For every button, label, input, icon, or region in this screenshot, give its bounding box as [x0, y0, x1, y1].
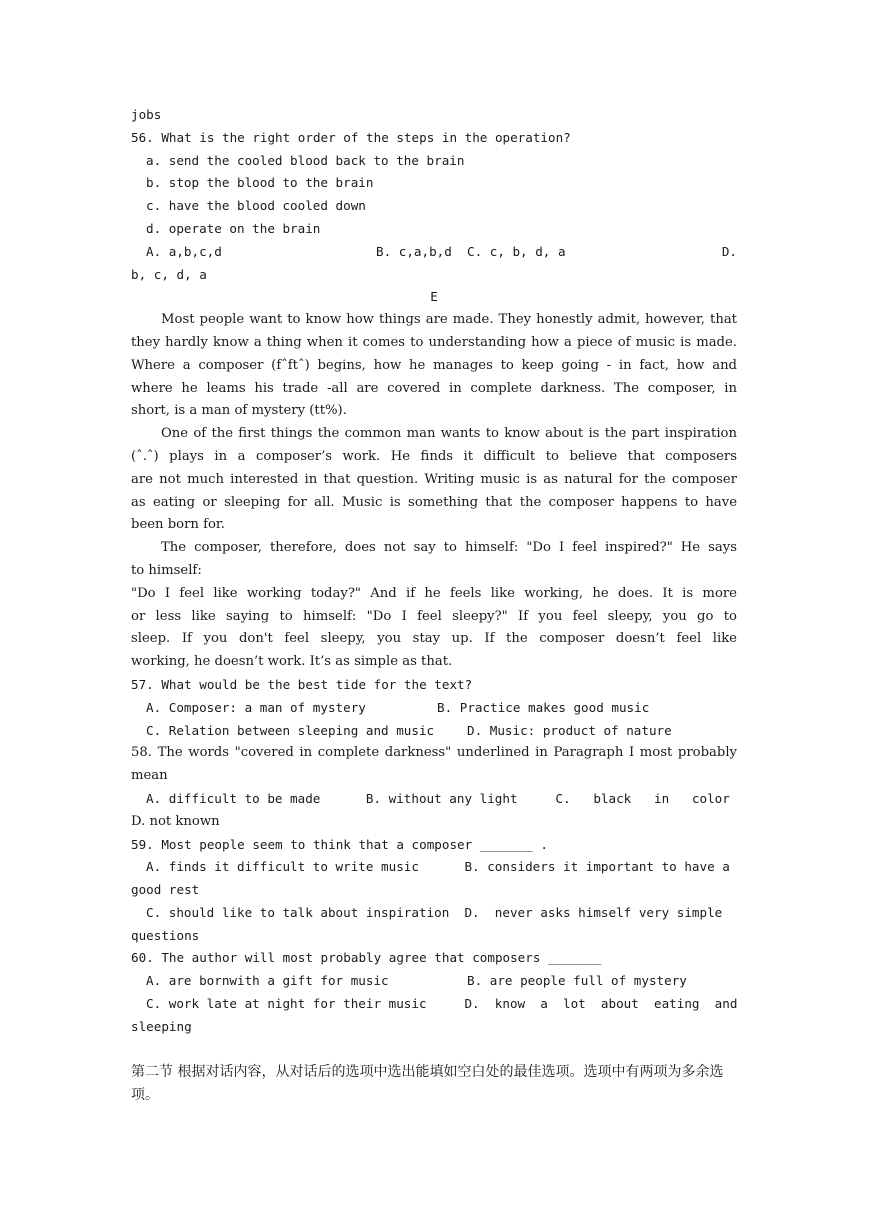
question-58: 58. The words "covered in complete darkness" underlined in Paragraph I most probably [131, 745, 737, 761]
spacer [131, 1039, 737, 1061]
option-b: B. are people full of mystery [467, 973, 687, 989]
passage-line: The composer, therefore, does not say to himself: "Do I feel inspired?" He says [161, 540, 737, 556]
passage-line: Most people want to know how things are made. They honestly admit, however, that [161, 312, 737, 328]
passage-line: "Do I feel like working today?" And if he feels like working, he does. It is more [131, 585, 737, 601]
question-58-cont: mean [131, 768, 168, 784]
option-c: C. Relation between sleeping and music [146, 722, 435, 738]
options-59: A. finds it difficult to write music B. considers it important to have a [146, 859, 730, 875]
options-60-row1 [131, 970, 737, 993]
passage-line: or less like saying to himself: "Do I feel sleepy?" If you feel sleepy, you go to [131, 608, 737, 624]
step-c: c. have the blood cooled down [146, 198, 366, 214]
option-d-text: b, c, d, a [131, 266, 207, 282]
options-59-cont: good rest [131, 882, 200, 898]
options-59-row2: C. should like to talk about inspiration D. never asks himself very simple [146, 904, 723, 920]
question-57: 57. What would be the best tide for the text? [131, 676, 473, 692]
step-d: d. operate on the brain [146, 220, 321, 236]
option-a: A. are bornwith a gift for music [146, 973, 389, 989]
options-57-row2 [131, 720, 737, 743]
passage-line: been born for. [131, 517, 225, 533]
option-a: A. Composer: a man of mystery [146, 699, 366, 715]
section-two-instructions: 第二节 根据对话内容，从对话后的选项中选出能填如空白处的最佳选项。选项中有两项为多余选项。 [131, 1063, 724, 1103]
text-line: jobs [131, 107, 162, 122]
passage-line: One of the first things the common man wants to know about is the part inspiration [161, 426, 737, 442]
options-57-row1 [131, 697, 737, 720]
passage-line: short, is a man of mystery (tt%). [131, 403, 347, 419]
passage-heading: E [430, 289, 438, 305]
question-60: 60. The author will most probably agree that composers _______ [131, 950, 602, 966]
option-a: A. a,b,c,d [146, 243, 222, 259]
passage-line: working, he doesn’t work. It’s as simple as that. [131, 654, 453, 670]
options-58: A. difficult to be made B. without any light C. black in color [146, 790, 730, 806]
question-56: 56. What is the right order of the steps in the operation? [131, 129, 571, 145]
options-59-row2-cont: questions [131, 927, 200, 943]
passage-line: where he leams his trade -all are covered in complete darkness. The composer, in [131, 380, 737, 396]
step-a: a. send the cooled blood back to the brain [146, 152, 465, 168]
question-59: 59. Most people seem to think that a composer _______ . [131, 836, 549, 852]
passage-line: to himself: [131, 562, 202, 578]
exam-page [131, 104, 737, 1107]
passage-line: (ˆ.ˆ) plays in a composer’s work. He finds it difficult to believe that composers [131, 448, 737, 464]
passage-line: they hardly know a thing when it comes to understanding how a piece of music is made. [131, 334, 737, 350]
option-d: D. Music: product of nature [467, 722, 672, 738]
passage-line: Where a composer (fˆftˆ) begins, how he manages to keep going - in fact, how and [131, 357, 737, 373]
option-bc: B. c,a,b,d C. c, b, d, a [376, 243, 566, 259]
options-58-cont: D. not known [131, 813, 220, 829]
options-60-row2-cont: sleeping [131, 1018, 192, 1034]
passage-line: are not much interested in that question. Writing music is as natural for the composer [131, 471, 737, 487]
step-b: b. stop the blood to the brain [146, 175, 374, 191]
options-56 [131, 241, 737, 264]
passage-line: sleep. If you don't feel sleepy, you stay up. If the composer doesn’t feel like [131, 631, 737, 647]
passage-line: as eating or sleeping for all. Music is something that the composer happens to have [131, 494, 737, 510]
options-60-row2: C. work late at night for their music D. know a lot about eating and [146, 996, 738, 1012]
option-d: D. [721, 243, 737, 259]
option-b: B. Practice makes good music [437, 699, 650, 715]
